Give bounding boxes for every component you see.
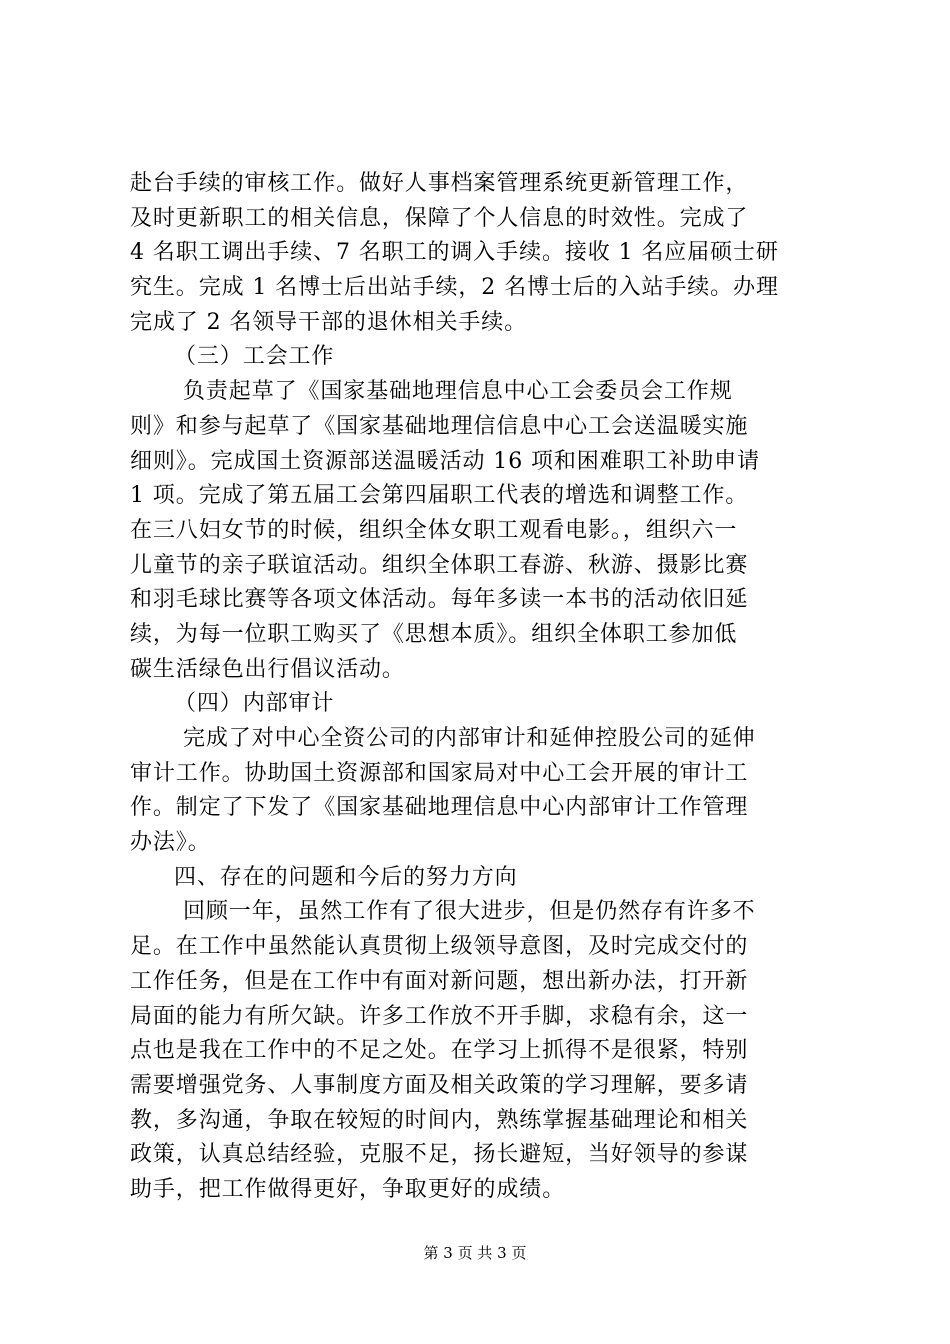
text-line: 赴台手续的审核工作。做好人事档案管理系统更新管理工作，	[130, 171, 749, 196]
section-heading: （四）内部审计	[174, 691, 335, 717]
text-line: 续，为每一位职工购买了《思想本质》。组织全体职工参加低	[130, 621, 738, 647]
text-line: 究生。完成 1 名博士后出站手续，2 名博士后的入站手续。办理	[130, 275, 779, 301]
text-line: 完成了对中心全资公司的内部审计和延伸控股公司的延伸	[183, 726, 756, 751]
text-line: 点也是我在工作中的不足之处。在学习上抓得不是很紧，特别	[130, 1038, 749, 1064]
section-heading: 四、存在的问题和今后的努力方向	[174, 864, 518, 890]
text-line: 足。在工作中虽然能认真贯彻上级领导意图，及时完成交付的	[130, 934, 749, 960]
text-line: 和羽毛球比赛等各项文体活动。每年多读一本书的活动依旧延	[130, 587, 749, 613]
text-line: 则》和参与起草了《国家基础地理信信息中心工会送温暖实施	[130, 413, 749, 439]
text-line: 助手，把工作做得更好，争取更好的成绩。	[130, 1176, 566, 1202]
text-line: 负责起草了《国家基础地理信息中心工会委员会工作规	[183, 379, 733, 405]
text-line: 政策，认真总结经验，克服不足，扬长避短，当好领导的参谋	[130, 1142, 749, 1168]
text-line: 及时更新职工的相关信息，保障了个人信息的时效性。完成了	[130, 205, 749, 231]
page-number-footer: 第 3 页 共 3 页	[423, 1244, 527, 1262]
text-line: 1 项。完成了第五届工会第四届职工代表的增选和调整工作。	[130, 483, 749, 509]
text-line: 儿童节的亲子联谊活动。组织全体职工春游、秋游、摄影比赛	[130, 552, 749, 578]
section-heading: （三）工会工作	[174, 344, 335, 370]
document-body	[130, 167, 830, 1208]
text-line: 需要增强党务、人事制度方面及相关政策的学习理解，要多请	[130, 1072, 749, 1098]
text-line: 办法》。	[130, 830, 211, 856]
text-line: 局面的能力有所欠缺。许多工作放不开手脚，求稳有余，这一	[130, 1003, 749, 1029]
text-line: 作。制定了下发了《国家基础地理信息中心内部审计工作管理	[130, 795, 749, 821]
text-line: 碳生活绿色出行倡议活动。	[130, 656, 405, 682]
text-line: 工作任务，但是在工作中有面对新问题，想出新办法，打开新	[130, 968, 749, 994]
text-line: 细则》。完成国土资源部送温暖活动 16 项和困难职工补助申请	[130, 448, 760, 474]
text-line: 在三八妇女节的时候，组织全体女职工观看电影。，组织六一	[130, 517, 738, 543]
text-line: 教，多沟通，争取在较短的时间内，熟练掌握基础理论和相关	[130, 1107, 749, 1133]
text-line: 完成了 2 名领导干部的退休相关手续。	[130, 309, 528, 335]
text-line: 4 名职工调出手续、7 名职工的调入手续。接收 1 名应届硕士研	[130, 240, 779, 266]
text-line: 审计工作。协助国土资源部和国家局对中心工会开展的审计工	[130, 760, 749, 786]
text-line: 回顾一年，虽然工作有了很大进步，但是仍然存有许多不	[183, 899, 756, 925]
